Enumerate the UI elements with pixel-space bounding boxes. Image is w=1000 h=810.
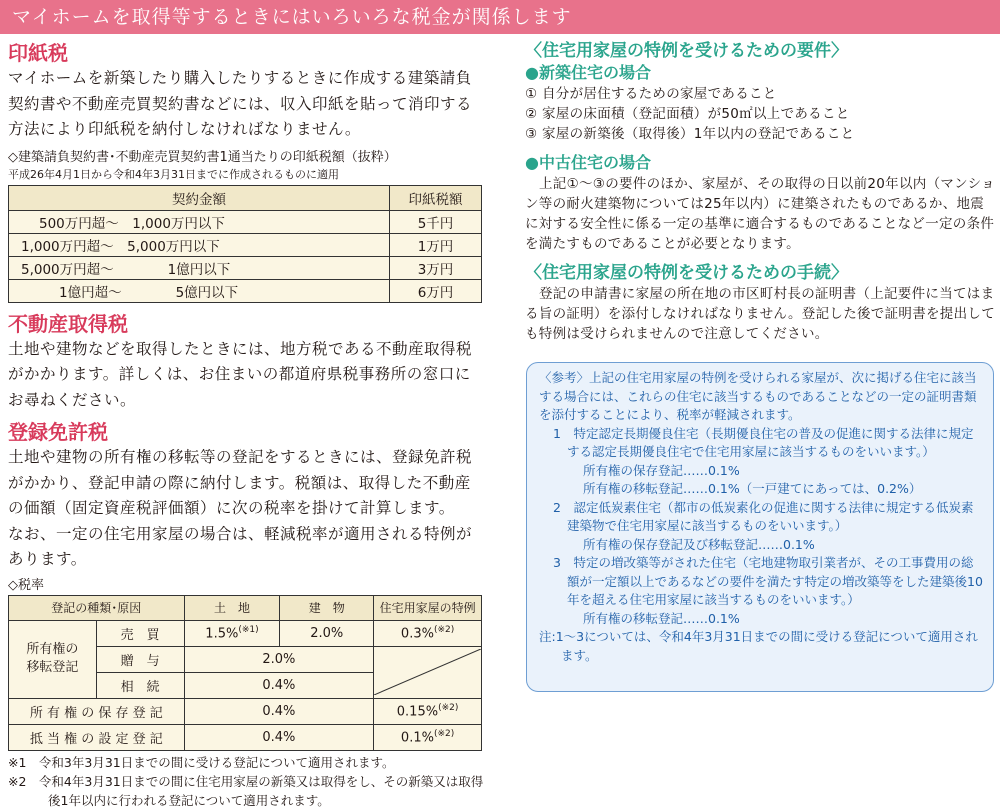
header-special: 住宅用家屋の特例 xyxy=(374,595,482,620)
stamp-table-note: 平成26年4月1日から令和4年3月31日までに作成されるものに適用 xyxy=(8,167,339,181)
requirements-heading: 〈住宅用家屋の特例を受けるための要件〉 xyxy=(525,41,848,61)
tax-cell: 6万円 xyxy=(390,279,482,302)
reference-intro: 〈参考〉上記の住宅用家屋の特例を受けられる家屋が、次に掲げる住宅に該当する場合には、これらの住宅に該当するものであることなどの一定の証明書類を添付することにより、税率が軽減されます。 xyxy=(539,370,977,422)
registration-tax-body-2: なお、一定の住宅用家屋の場合は、軽減税率が適用される特例があります。 xyxy=(8,524,473,568)
diagonal-line xyxy=(374,649,481,695)
combined-rate: 0.4% xyxy=(184,724,374,750)
procedure-heading: 〈住宅用家屋の特例を受けるための手続〉 xyxy=(525,263,848,283)
reference-item-1: 1 特定認定長期優良住宅（長期優良住宅の普及の促進に関する法律に規定する認定長期優良住宅で住宅用家屋に該当するものをいいます。） xyxy=(553,425,974,459)
reference-item-1b: 所有権の移転登記……0.1%（一戸建てにあっては、0.2%） xyxy=(583,481,922,496)
page-banner: マイホームを取得等するときにはいろいろな税金が関係します xyxy=(0,0,1000,34)
header-contract-amount: 契約金額 xyxy=(9,185,390,210)
combined-rate: 2.0% xyxy=(184,646,374,672)
tax-cell: 3万円 xyxy=(390,256,482,279)
row-label: 抵 当 権 の 設 定 登 記 xyxy=(9,724,185,750)
used-house-body: 上記①～③の要件のほか、家屋が、その取得の日以前20年以内（マンション等の耐火建築物については25年以内）に建築されたものであるか、地震に対する安全性に係る一定の基準に適合するものであることなど一定の条件を満たすものであることが必要となります。 xyxy=(525,176,995,252)
list-item: ③ 家屋の新築後（取得後）1年以内の登記であること xyxy=(525,126,855,142)
left-column xyxy=(8,40,486,810)
special-rate: 0.1%$^{(※2)}$ xyxy=(374,724,482,750)
footnote-2: ※2 令和4年3月31日までの間に住宅用家屋の新築又は取得をし、その新築又は取得後1年以内に行われる登記について適用されます。 xyxy=(8,773,484,808)
header-registration-type: 登記の種類･原因 xyxy=(9,595,185,620)
reference-item-3: 3 特定の増改築等がされた住宅（宅地建物取引業者が、その工事費用の総額が一定額以上であるなどの要件を満たす特定の増改築等をした建築後10年を超える住宅用家屋に該当するものをいいます。） xyxy=(553,555,983,607)
header-building: 建 物 xyxy=(280,595,374,620)
combined-rate: 0.4% xyxy=(184,672,374,698)
diagonal-cell xyxy=(374,646,482,698)
table-row xyxy=(9,620,482,646)
header-stamp-tax: 印紙税額 xyxy=(390,185,482,210)
table-row xyxy=(9,256,482,279)
acquisition-tax-body: 土地や建物などを取得したときには、地方税である不動産取得税がかかります。詳しくは、お住まいの都道府県税事務所の窓口にお尋ねください。 xyxy=(8,339,473,409)
table-row xyxy=(9,698,482,724)
special-rate: 0.15%$^{(※2)}$ xyxy=(374,698,482,724)
registration-tax-heading: 登録免許税 xyxy=(8,420,108,444)
table-row xyxy=(9,279,482,302)
combined-rate: 0.4% xyxy=(184,698,374,724)
acquisition-tax-heading: 不動産取得税 xyxy=(8,311,128,336)
footnote-1: ※1 令和3年3月31日までの間に受ける登記について適用されます。 xyxy=(8,754,395,770)
reference-item-2: 2 認定低炭素住宅（都市の低炭素化の促進に関する法律に規定する低炭素建築物で住宅用家屋に該当するものをいいます。） xyxy=(553,499,974,533)
tax-rate-caption: ◇税率 xyxy=(8,577,44,593)
reference-box xyxy=(526,362,994,692)
amount-cell: 1億円超～ 5億円以下 xyxy=(9,279,390,302)
building-rate: 2.0% xyxy=(280,620,374,646)
stamp-table-caption: ◇建築請負契約書･不動産売買契約書1通当たりの印紙税額（抜粋） xyxy=(8,149,397,165)
reference-item-2a: 所有権の保存登記及び移転登記……0.1% xyxy=(583,536,815,552)
tax-cell: 5千円 xyxy=(390,210,482,233)
amount-cell: 500万円超～ 1,000万円以下 xyxy=(9,210,390,233)
amount-cell: 1,000万円超～ 5,000万円以下 xyxy=(9,233,390,256)
stamp-tax-heading: 印紙税 xyxy=(8,41,68,65)
list-item: ② 家屋の床面積（登記面積）が50㎡以上であること xyxy=(525,106,850,122)
registration-tax-body: 土地や建物の所有権の移転等の登記をするときには、登録免許税がかかり、登記申請の際に納付します。税額は、取得した不動産の価額（固定資産税評価額）に次の税率を掛けて計算します。 xyxy=(8,448,473,517)
list-item: ① 自分が居住するための家屋であること xyxy=(525,86,777,102)
used-house-heading: ●中古住宅の場合 xyxy=(525,153,651,172)
stamp-tax-body: マイホームを新築したり購入したりするときに作成する建築請負契約書や不動産売買契約書などには、収入印紙を貼って消印する方法により印紙税を納付しなければなりません。 xyxy=(8,69,473,138)
reference-item-3a: 所有権の移転登記……0.1% xyxy=(583,610,740,626)
reference-item-1a: 所有権の保存登記……0.1% xyxy=(583,462,740,478)
reference-note: 注:1～3については、令和4年3月31日までの間に受ける登記について適用されます。 xyxy=(539,629,978,663)
tax-cell: 1万円 xyxy=(390,233,482,256)
row-label: 所 有 権 の 保 存 登 記 xyxy=(9,698,185,724)
transfer-label: 所有権の 移転登記 xyxy=(9,620,97,698)
stamp-tax-table xyxy=(8,185,482,303)
table-row xyxy=(9,724,482,750)
right-column xyxy=(525,40,995,344)
row-label: 贈 与 xyxy=(96,646,184,672)
table-row xyxy=(9,233,482,256)
tax-rate-table xyxy=(8,595,482,751)
header-land: 土 地 xyxy=(184,595,280,620)
row-label: 相 続 xyxy=(96,672,184,698)
procedure-body: 登記の申請書に家屋の所在地の市区町村長の証明書（上記要件に当てはまる旨の証明）を添付しなければなりません。登記した後で証明書を提出しても特例は受けられませんので注意してください。 xyxy=(525,286,996,342)
land-rate: 1.5%$^{(※1)}$ xyxy=(184,620,280,646)
new-house-heading: ●新築住宅の場合 xyxy=(525,63,651,82)
special-rate: 0.3%$^{(※2)}$ xyxy=(374,620,482,646)
amount-cell: 5,000万円超～ 1億円以下 xyxy=(9,256,390,279)
table-row xyxy=(9,210,482,233)
row-label: 売 買 xyxy=(96,620,184,646)
